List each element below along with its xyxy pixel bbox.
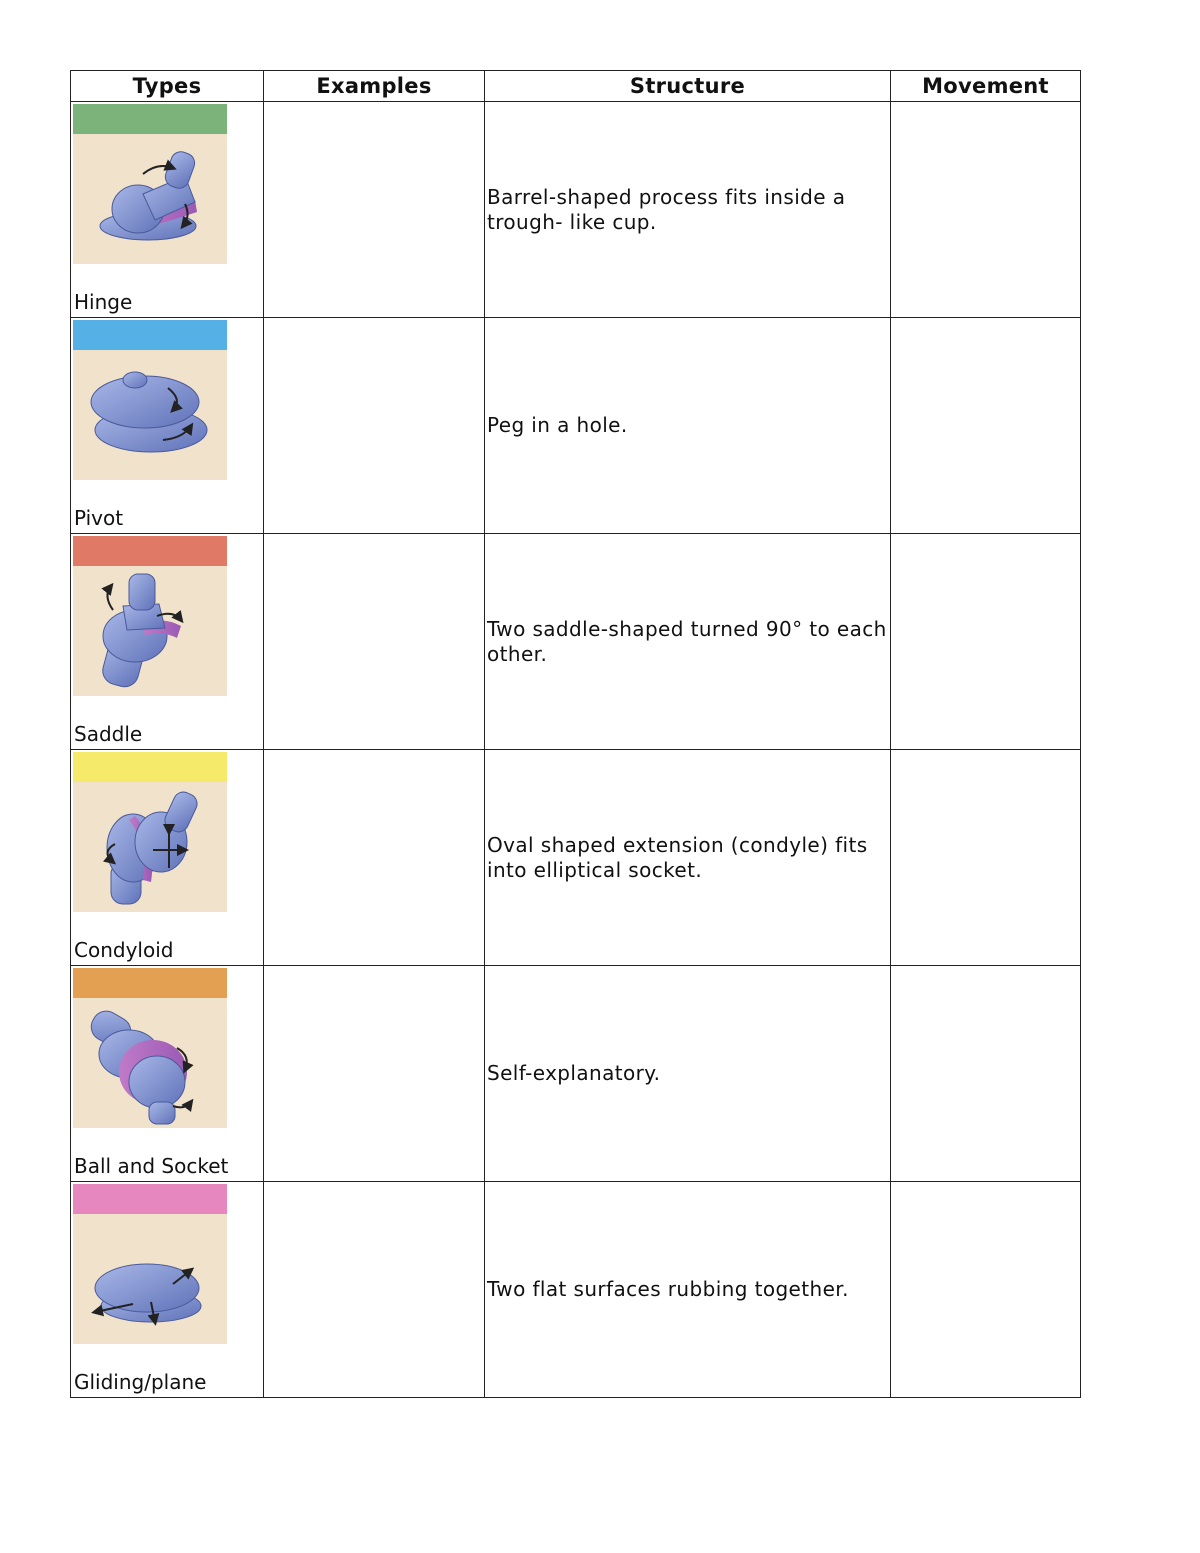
movement-cell xyxy=(891,750,1081,966)
structure-cell: Oval shaped extension (condyle) fits into elliptical socket. xyxy=(485,750,891,966)
table-row xyxy=(71,318,1081,534)
movement-cell xyxy=(891,318,1081,534)
pivot-joint-icon xyxy=(73,320,227,480)
table-row xyxy=(71,1182,1081,1398)
condyloid-joint-icon xyxy=(73,752,227,912)
header-structure: Structure xyxy=(485,71,891,102)
movement-cell xyxy=(891,534,1081,750)
table-row xyxy=(71,102,1081,318)
examples-cell xyxy=(264,534,485,750)
type-cell xyxy=(71,102,264,318)
structure-cell: Two flat surfaces rubbing together. xyxy=(485,1182,891,1398)
type-label: Pivot xyxy=(74,506,124,530)
type-label: Saddle xyxy=(74,722,143,746)
examples-cell xyxy=(264,966,485,1182)
structure-cell: Barrel-shaped process fits inside a trough- like cup. xyxy=(485,102,891,318)
header-row xyxy=(71,71,1081,102)
header-types: Types xyxy=(71,71,264,102)
type-label: Gliding/plane xyxy=(74,1370,207,1394)
color-band xyxy=(73,536,227,566)
examples-cell xyxy=(264,318,485,534)
type-label: Hinge xyxy=(74,290,133,314)
color-band xyxy=(73,104,227,134)
type-cell xyxy=(71,966,264,1182)
joint-types-table xyxy=(70,70,1081,1398)
examples-cell xyxy=(264,102,485,318)
type-cell xyxy=(71,318,264,534)
type-cell xyxy=(71,1182,264,1398)
movement-cell xyxy=(891,102,1081,318)
structure-cell: Self-explanatory. xyxy=(485,966,891,1182)
type-label: Ball and Socket xyxy=(74,1154,229,1178)
type-label: Condyloid xyxy=(74,938,174,962)
table-row xyxy=(71,750,1081,966)
examples-cell xyxy=(264,1182,485,1398)
structure-cell: Two saddle-shaped turned 90° to each other. xyxy=(485,534,891,750)
table-row xyxy=(71,966,1081,1182)
color-band xyxy=(73,1184,227,1214)
header-movement: Movement xyxy=(891,71,1081,102)
gliding-joint-icon xyxy=(73,1184,227,1344)
color-band xyxy=(73,320,227,350)
saddle-joint-icon xyxy=(73,536,227,696)
ball-and-socket-joint-icon xyxy=(73,968,227,1128)
header-examples: Examples xyxy=(264,71,485,102)
table-row xyxy=(71,534,1081,750)
color-band xyxy=(73,968,227,998)
movement-cell xyxy=(891,966,1081,1182)
structure-cell: Peg in a hole. xyxy=(485,318,891,534)
type-cell xyxy=(71,534,264,750)
movement-cell xyxy=(891,1182,1081,1398)
examples-cell xyxy=(264,750,485,966)
color-band xyxy=(73,752,227,782)
type-cell xyxy=(71,750,264,966)
hinge-joint-icon xyxy=(73,104,227,264)
